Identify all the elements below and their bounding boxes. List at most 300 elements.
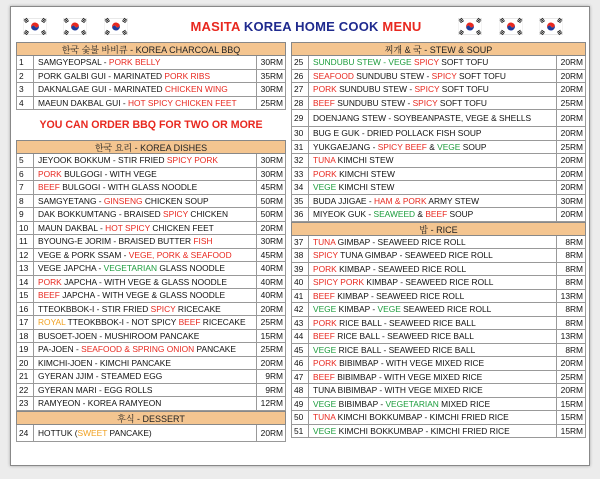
item-number: 40 <box>292 276 309 289</box>
item-name <box>309 141 556 154</box>
korea-flag-icon <box>499 17 523 36</box>
item-number: 14 <box>17 276 34 289</box>
menu-item-row <box>291 110 586 127</box>
item-price: 20RM <box>556 384 585 397</box>
item-price: 8RM <box>556 263 585 276</box>
item-name-part: RICECAKE <box>200 317 246 327</box>
item-name-part: GYERAN MARI - EGG ROLLS <box>38 384 153 395</box>
item-number: 22 <box>17 384 34 397</box>
item-name <box>309 110 556 126</box>
item-name <box>34 289 256 302</box>
item-name-part: SEAWEED RICE ROLL <box>400 304 492 314</box>
item-number: 8 <box>17 195 34 208</box>
item-price: 20RM <box>556 110 585 126</box>
item-name-part: CHICKEN SOUP <box>142 195 209 206</box>
item-price: 9RM <box>256 370 285 383</box>
section-header-stew-soup: 찌개 & 국 - STEW & SOUP <box>291 42 586 56</box>
item-number: 6 <box>17 168 34 181</box>
item-price: 40RM <box>256 289 285 302</box>
item-number: 27 <box>292 83 309 96</box>
menu-item-row <box>291 181 586 195</box>
menu-item-row <box>16 70 286 84</box>
item-number: 37 <box>292 236 309 249</box>
bbq-notice-banner: YOU CAN ORDER BBQ FOR TWO OR MORE <box>39 119 263 131</box>
menu-item-row <box>16 303 286 317</box>
item-price: 35RM <box>256 70 285 83</box>
item-number: 35 <box>292 195 309 208</box>
item-name <box>309 236 556 249</box>
menu-item-row <box>16 168 286 182</box>
item-price: 8RM <box>556 249 585 262</box>
item-price: 12RM <box>256 397 285 410</box>
item-number: 12 <box>17 249 34 262</box>
korea-flag-icon <box>539 17 563 36</box>
item-number: 4 <box>17 97 34 110</box>
item-name-part: SOUP <box>460 141 487 152</box>
item-name-part: PORK <box>38 168 62 179</box>
item-name-part: SUNDUBU STEW - <box>336 84 415 94</box>
menu-item-row <box>291 97 586 111</box>
item-name-part: SOFT TOFU <box>437 97 487 108</box>
item-name-part: PORK <box>313 263 337 274</box>
menu-item-row <box>16 262 286 276</box>
item-price: 25RM <box>556 371 585 384</box>
item-name <box>309 317 556 330</box>
item-price: 8RM <box>556 236 585 249</box>
menu-item-row <box>291 56 586 70</box>
item-name <box>34 343 256 356</box>
korea-flag-icon <box>458 17 482 36</box>
item-name <box>309 56 556 69</box>
item-name <box>34 384 256 397</box>
item-price: 25RM <box>556 141 585 154</box>
korea-flag-icon <box>63 17 87 36</box>
item-name-part: VEGE <box>313 304 337 314</box>
item-number: 17 <box>17 316 34 329</box>
item-number: 20 <box>17 357 34 370</box>
item-number: 15 <box>17 289 34 302</box>
item-number: 24 <box>17 425 34 441</box>
item-price: 50RM <box>256 208 285 221</box>
item-number: 48 <box>292 384 309 397</box>
menu-item-row <box>291 154 586 168</box>
item-name-part: VEGE <box>313 398 337 409</box>
item-name-part: RICE BALL - SEAWEED RICE BALL <box>334 331 474 341</box>
item-price: 30RM <box>256 154 285 167</box>
item-name-part: GINSENG <box>103 195 143 206</box>
item-name <box>34 370 256 383</box>
item-number: 2 <box>17 70 34 83</box>
item-name-part: BEEF <box>313 371 335 382</box>
item-name-part: SPICY <box>150 303 176 314</box>
item-name <box>34 97 256 110</box>
item-name <box>309 276 556 289</box>
item-name <box>34 56 256 69</box>
item-name-part: RICECAKE <box>175 303 221 314</box>
item-name-part: & <box>415 209 426 219</box>
item-name-part: KIMBAP - <box>336 304 378 314</box>
item-name <box>34 303 256 316</box>
item-name-part: VEGETARIAN <box>385 398 439 409</box>
item-price: 30RM <box>556 195 585 208</box>
item-name-part: BIBIMBAP - WITH VEGE MIXED RICE <box>336 358 485 368</box>
title-masita: MASITA <box>190 19 241 34</box>
item-name-part: VEGE <box>437 141 461 152</box>
item-price: 20RM <box>256 222 285 235</box>
menu-item-row <box>291 236 586 250</box>
menu-item-row <box>291 371 586 385</box>
item-name-part: CHICKEN WING <box>164 84 228 94</box>
title-korea-home-cook: KOREA HOME COOK <box>243 19 379 34</box>
item-name-part: PORK RIBS <box>164 70 211 81</box>
item-name-part: RAMYEON - KOREA RAMYEON <box>38 398 162 408</box>
menu-board <box>10 6 590 466</box>
item-price: 15RM <box>556 398 585 411</box>
item-name-part: SPICY <box>412 97 438 108</box>
item-price: 25RM <box>256 316 285 329</box>
item-name-part: ARMY STEW <box>426 195 479 206</box>
item-name-part: SPICY PORK <box>313 277 365 287</box>
item-name-part: KIMBAP - SEAWEED RICE ROLL <box>336 263 467 274</box>
item-name <box>309 195 556 208</box>
item-name-part: BEEF <box>178 317 201 327</box>
item-name-part: MIYEOK GUK - <box>313 209 374 219</box>
rice-list <box>291 236 586 439</box>
item-name-part: & <box>426 141 438 152</box>
menu-item-row <box>16 276 286 290</box>
bbq-list <box>16 56 286 110</box>
item-name-part: VEGE <box>313 344 337 355</box>
item-name-part: BYOUNG-E JORIM - BRAISED BUTTER <box>38 236 194 246</box>
menu-item-row <box>16 154 286 168</box>
menu-item-row <box>291 168 586 182</box>
item-name <box>309 357 556 370</box>
item-number: 19 <box>17 343 34 356</box>
item-name-part: SPICY <box>313 250 338 260</box>
item-name <box>34 70 256 83</box>
item-number: 9 <box>17 208 34 221</box>
item-name-part: KIMCHI BOKKUMBAP - KIMCHI FRIED RICE <box>335 412 509 422</box>
item-number: 36 <box>292 208 309 221</box>
menu-item-row <box>291 317 586 331</box>
item-name <box>309 97 556 110</box>
item-name-part: BIBIMBAP - WITH VEGE MIXED RICE <box>334 371 483 382</box>
item-name-part: VEGE JAPCHA - <box>38 263 104 273</box>
item-price: 30RM <box>256 83 285 96</box>
menu-title <box>171 19 441 34</box>
item-price: 20RM <box>556 357 585 370</box>
item-price: 20RM <box>556 168 585 181</box>
item-number: 26 <box>292 70 309 83</box>
item-name-part: TUNA BIBIMBAP - WITH VEGE MIXED RICE <box>313 385 483 395</box>
item-name-part: SUNDUBU STEW - <box>353 70 432 81</box>
section-header-bbq: 한국 숯불 바비큐 - KOREA CHARCOAL BBQ <box>16 42 286 56</box>
item-name-part: PANCAKE) <box>107 427 152 438</box>
item-name-part: MAEUN DAKBAL GUI - <box>38 97 128 108</box>
item-name-part: GYERAN JJIM - STEAMED EGG <box>38 371 163 381</box>
menu-item-row <box>16 370 286 384</box>
item-name-part: BUG E GUK - DRIED POLLACK FISH SOUP <box>313 128 482 138</box>
item-name <box>34 83 256 96</box>
menu-header <box>11 7 589 44</box>
item-name-part: BEEF <box>313 290 335 301</box>
item-name <box>309 168 556 181</box>
item-price: 20RM <box>256 357 285 370</box>
item-price: 45RM <box>256 249 285 262</box>
item-number: 32 <box>292 154 309 167</box>
item-name-part: MIXED RICE <box>438 398 491 409</box>
item-price: 30RM <box>256 56 285 69</box>
korea-flag-icon <box>23 17 47 36</box>
item-name-part: SUNDUBU STEW - <box>334 97 413 108</box>
item-name <box>34 195 256 208</box>
menu-item-row <box>291 195 586 209</box>
item-name-part: RICE BALL - SEAWEED RICE BALL <box>336 317 476 328</box>
item-price: 9RM <box>256 384 285 397</box>
item-name-part: VEGE <box>377 304 401 314</box>
item-name-part: KIMCHI STEW <box>336 168 395 179</box>
item-name-part: KIMCHI BOKKUMBAP - KIMCHI FRIED RICE <box>336 425 510 436</box>
item-price: 20RM <box>556 208 585 221</box>
item-name <box>309 371 556 384</box>
section-header-korea-dishes: 한국 요리 - KOREA DISHES <box>16 140 286 154</box>
item-name <box>34 397 256 410</box>
item-name-part: VEGE, PORK & SEAFOOD <box>128 249 232 260</box>
item-name-part: HOT SPICY <box>105 222 151 233</box>
item-number: 3 <box>17 83 34 96</box>
item-name <box>309 425 556 438</box>
item-name <box>309 330 556 343</box>
item-name-part: KIMCHI STEW <box>336 182 395 192</box>
stew-soup-list <box>291 56 586 222</box>
item-number: 10 <box>17 222 34 235</box>
item-price: 25RM <box>256 97 285 110</box>
item-price: 40RM <box>256 276 285 289</box>
menu-item-row <box>16 195 286 209</box>
item-name-part: VEGE <box>313 425 337 436</box>
section-header-rice: 밥 - RICE <box>291 222 586 236</box>
item-price: 20RM <box>556 56 585 69</box>
item-name-part: BEEF <box>38 182 60 192</box>
item-name-part: TUNA <box>313 155 336 165</box>
item-name-part: SWEET <box>77 427 108 438</box>
item-name <box>34 235 256 248</box>
item-name-part: HOT SPICY CHICKEN FEET <box>127 97 237 108</box>
item-name <box>309 181 556 194</box>
item-name-part: SAMGYETANG - <box>38 195 104 206</box>
menu-item-row <box>291 398 586 412</box>
item-name-part: SEAWEED <box>373 209 416 219</box>
item-name-part: SEAFOOD & SPRING ONION <box>81 344 195 354</box>
item-name-part: TUNA GIMBAP - SEAWEED RICE ROLL <box>337 250 493 260</box>
item-name <box>309 83 556 96</box>
item-name <box>34 276 256 289</box>
menu-item-row <box>16 83 286 97</box>
menu-item-row <box>16 343 286 357</box>
item-number: 23 <box>17 397 34 410</box>
menu-item-row <box>16 384 286 398</box>
item-name-part: PORK <box>313 168 337 179</box>
item-price: 30RM <box>256 235 285 248</box>
menu-item-row <box>291 249 586 263</box>
menu-item-row <box>16 357 286 371</box>
item-number: 43 <box>292 317 309 330</box>
item-price: 20RM <box>556 127 585 140</box>
item-number: 44 <box>292 330 309 343</box>
menu-item-row <box>291 276 586 290</box>
item-name <box>309 384 556 397</box>
item-number: 51 <box>292 425 309 438</box>
item-name <box>309 208 556 221</box>
item-name-part: BUSOET-JOEN - MUSHIROOM PANCAKE <box>38 330 200 341</box>
item-name <box>34 249 256 262</box>
title-menu: MENU <box>382 19 422 34</box>
item-number: 5 <box>17 154 34 167</box>
item-name-part: SOUP <box>447 209 474 219</box>
item-name-part: PANCAKE <box>194 344 236 354</box>
item-number: 7 <box>17 181 34 194</box>
item-number: 49 <box>292 398 309 411</box>
item-name <box>309 263 556 276</box>
item-name-part: BULGOGI - WITH GLASS NOODLE <box>59 182 198 192</box>
menu-item-row <box>291 303 586 317</box>
item-name-part: HAM & PORK <box>373 195 427 206</box>
item-price: 8RM <box>556 303 585 316</box>
item-price: 20RM <box>556 70 585 83</box>
item-number: 39 <box>292 263 309 276</box>
item-number: 33 <box>292 168 309 181</box>
item-name-part: JAPCHA - WITH VEGE & GLASS NOODLE <box>61 276 227 287</box>
item-name <box>34 316 256 329</box>
item-number: 13 <box>17 262 34 275</box>
menu-item-row <box>291 384 586 398</box>
item-name-part: KIMCHI STEW <box>335 155 394 165</box>
item-name <box>309 154 556 167</box>
item-name-part: SPICY <box>414 84 440 94</box>
menu-item-row <box>16 289 286 303</box>
korea-flag-icon <box>104 17 128 36</box>
item-number: 16 <box>17 303 34 316</box>
item-name-part: PORK BELLY <box>108 57 161 67</box>
item-name-part: JAPCHA - WITH VEGE & GLASS NOODLE <box>59 290 226 300</box>
item-name-part: SPICY <box>431 70 457 81</box>
menu-item-row <box>291 83 586 97</box>
item-name <box>34 181 256 194</box>
item-number: 11 <box>17 235 34 248</box>
item-price: 20RM <box>556 181 585 194</box>
item-number: 41 <box>292 290 309 303</box>
menu-item-row <box>16 397 286 411</box>
menu-item-row <box>16 208 286 222</box>
item-name-part: SPICY BEEF <box>377 141 427 152</box>
left-column <box>16 42 286 442</box>
item-name <box>309 344 556 357</box>
item-name-part: DAK BOKKUMTANG - BRAISED <box>38 209 164 219</box>
item-number: 38 <box>292 249 309 262</box>
item-price: 45RM <box>256 181 285 194</box>
menu-item-row <box>291 344 586 358</box>
item-name-part: SUNDUBU STEW - VEGE <box>313 57 414 67</box>
item-number: 29 <box>292 110 309 126</box>
item-name-part: KIMCHI-JOEN - KIMCHI PANCAKE <box>38 357 171 368</box>
item-name-part: PORK <box>38 276 62 287</box>
item-name-part: TTEOKBBOK-I - NOT SPICY <box>65 317 179 327</box>
item-number: 28 <box>292 97 309 110</box>
item-name-part: BEEF <box>38 290 60 300</box>
item-name-part: HOTTUK ( <box>38 427 78 438</box>
item-number: 42 <box>292 303 309 316</box>
right-column <box>291 42 586 438</box>
item-number: 46 <box>292 357 309 370</box>
item-price: 30RM <box>256 168 285 181</box>
item-name-part: BULGOGI - WITH VEGE <box>61 168 157 179</box>
menu-item-row <box>16 181 286 195</box>
item-number: 1 <box>17 56 34 69</box>
item-price: 13RM <box>556 330 585 343</box>
item-name-part: TUNA <box>313 412 336 422</box>
item-name-part: FISH <box>193 236 213 246</box>
menu-item-row <box>291 127 586 141</box>
menu-item-row <box>291 425 586 439</box>
item-price: 8RM <box>556 276 585 289</box>
item-name <box>34 208 256 221</box>
menu-item-row <box>16 249 286 263</box>
item-name-part: BEEF <box>313 97 335 108</box>
korea-dishes-list <box>16 154 286 411</box>
item-price: 8RM <box>556 317 585 330</box>
item-name <box>309 70 556 83</box>
item-number: 18 <box>17 330 34 343</box>
item-name-part: PORK <box>313 317 337 328</box>
item-name <box>309 249 556 262</box>
item-name <box>309 290 556 303</box>
item-name-part: SOFT TOFU <box>456 70 506 81</box>
item-name-part: DOENJANG STEW - SOYBEANPASTE, VEGE & SHELLS <box>313 113 532 123</box>
item-price: 50RM <box>256 195 285 208</box>
item-number: 47 <box>292 371 309 384</box>
item-name-part: PORK <box>313 84 337 94</box>
menu-item-row <box>16 425 286 442</box>
item-name-part: SOFT TOFU <box>438 57 489 67</box>
item-name <box>34 357 256 370</box>
section-header-dessert: 후식 - DESSERT <box>16 411 286 425</box>
item-price: 20RM <box>256 303 285 316</box>
item-name <box>34 168 256 181</box>
item-name-part: GLASS NOODLE <box>157 263 225 273</box>
item-number: 25 <box>292 56 309 69</box>
menu-item-row <box>16 56 286 70</box>
menu-item-row <box>291 357 586 371</box>
item-price: 13RM <box>556 290 585 303</box>
item-name-part: VEGE & PORK SSAM - <box>38 249 129 260</box>
item-name-part: BIBIMBAP - <box>336 398 386 409</box>
menu-item-row <box>16 316 286 330</box>
item-name-part: CHICKEN <box>188 209 229 219</box>
item-name-part: SEAFOOD <box>313 70 354 81</box>
item-number: 21 <box>17 370 34 383</box>
item-price: 15RM <box>556 411 585 424</box>
item-price: 8RM <box>556 344 585 357</box>
item-name <box>309 411 556 424</box>
item-price: 40RM <box>256 262 285 275</box>
item-price: 25RM <box>556 97 585 110</box>
menu-item-row <box>16 330 286 344</box>
item-name-part: MAUN DAKBAL - <box>38 222 106 233</box>
item-name-part: SPICY PORK <box>166 155 218 165</box>
item-name-part: CHICKEN FEET <box>150 222 214 233</box>
item-name <box>309 127 556 140</box>
item-name-part: KIMBAP - SEAWEED RICE ROLL <box>334 290 465 301</box>
